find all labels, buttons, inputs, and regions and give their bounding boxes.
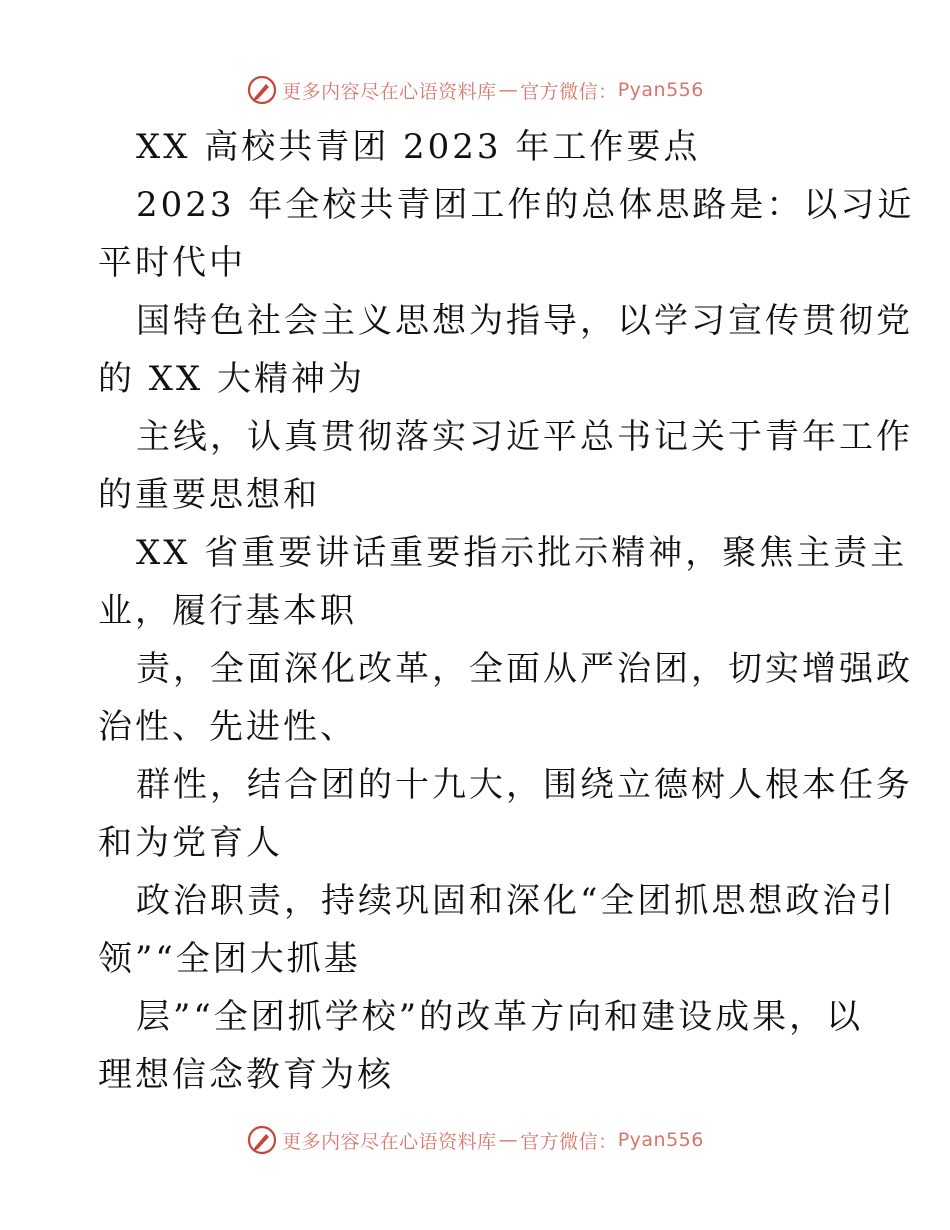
- paragraph-line: 理想信念教育为核: [98, 1055, 394, 1095]
- paragraph-line: 业，履行基本职: [98, 591, 357, 631]
- paragraph-line: 和为党育人: [98, 823, 283, 863]
- paragraph-line: 群性，结合团的十九大，围绕立德树人根本任务: [136, 765, 913, 805]
- paragraph-line: XX 省重要讲话重要指示批示精神，聚焦主责主: [136, 533, 908, 573]
- header-watermark: [0, 70, 950, 110]
- watermark-separator: —: [498, 79, 519, 101]
- pen-logo-icon: [246, 1124, 278, 1156]
- watermark-wechat-id: Pyan556: [617, 79, 704, 101]
- watermark-separator: —: [498, 1129, 519, 1151]
- paragraph-line: 平时代中: [98, 243, 246, 283]
- paragraph-line: 层”“全团抓学校”的改革方向和建设成果，以: [136, 997, 864, 1037]
- paragraph-line: 主线，认真贯彻落实习近平总书记关于青年工作: [136, 417, 913, 457]
- paragraph-line: 国特色社会主义思想为指导，以学习宣传贯彻党: [136, 301, 913, 341]
- pen-logo-icon: [246, 74, 278, 106]
- footer-watermark: [0, 1120, 950, 1160]
- paragraph-line: 的 XX 大精神为: [98, 359, 366, 399]
- watermark-suffix: 官方微信：: [520, 80, 618, 103]
- paragraph-line: 责，全面深化改革，全面从严治团，切实增强政: [136, 649, 913, 689]
- watermark-text: 更多内容尽在心语资料库: [282, 1130, 497, 1153]
- paragraph-line: 的重要思想和: [98, 475, 320, 515]
- document-title: XX 高校共青团 2023 年工作要点: [136, 127, 701, 167]
- paragraph-line: 领”“全团大抓基: [98, 939, 361, 979]
- document-body: [98, 118, 915, 1104]
- watermark-suffix: 官方微信：: [520, 1130, 618, 1153]
- paragraph-line: 治性、先进性、: [98, 707, 357, 747]
- paragraph-line: 2023 年全校共青团工作的总体思路是：以习近: [136, 185, 915, 225]
- watermark-text: 更多内容尽在心语资料库: [282, 80, 497, 103]
- paragraph-line: 政治职责，持续巩固和深化“全团抓思想政治引: [136, 881, 897, 921]
- watermark-wechat-id: Pyan556: [617, 1129, 704, 1151]
